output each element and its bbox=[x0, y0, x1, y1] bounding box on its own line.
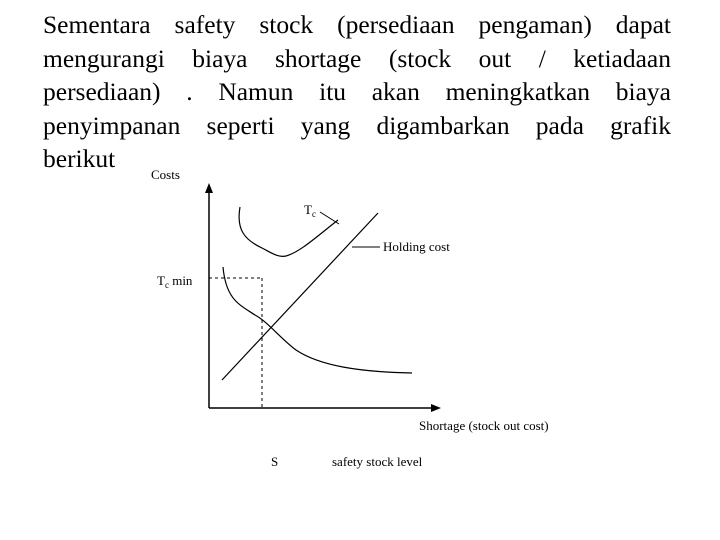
tc-leader-line bbox=[320, 212, 339, 224]
holding-cost-label: Holding cost bbox=[383, 239, 450, 254]
shortage-label: Shortage (stock out cost) bbox=[419, 418, 549, 433]
holding-cost-line bbox=[222, 213, 378, 380]
paragraph-line: persediaan) . Namun itu akan meningkatkan biaya bbox=[43, 77, 671, 106]
paragraph-line: Sementara safety stock (persediaan pengaman) dapat bbox=[43, 10, 671, 39]
paragraph-line: mengurangi biaya shortage (stock out / ketiadaan bbox=[43, 43, 671, 73]
paragraph-line: berikut bbox=[43, 144, 116, 173]
tc-label: $T_c$ bbox=[304, 202, 316, 219]
tc-min-label: $T_c$ min bbox=[157, 273, 193, 290]
y-axis-label: Costs bbox=[151, 167, 180, 182]
s-label: S bbox=[271, 454, 279, 469]
paragraph-line: penyimpanan seperti yang digambarkan pada grafik bbox=[43, 110, 671, 140]
x-axis-label: safety stock level bbox=[332, 454, 423, 469]
shortage-cost-curve bbox=[223, 267, 412, 373]
